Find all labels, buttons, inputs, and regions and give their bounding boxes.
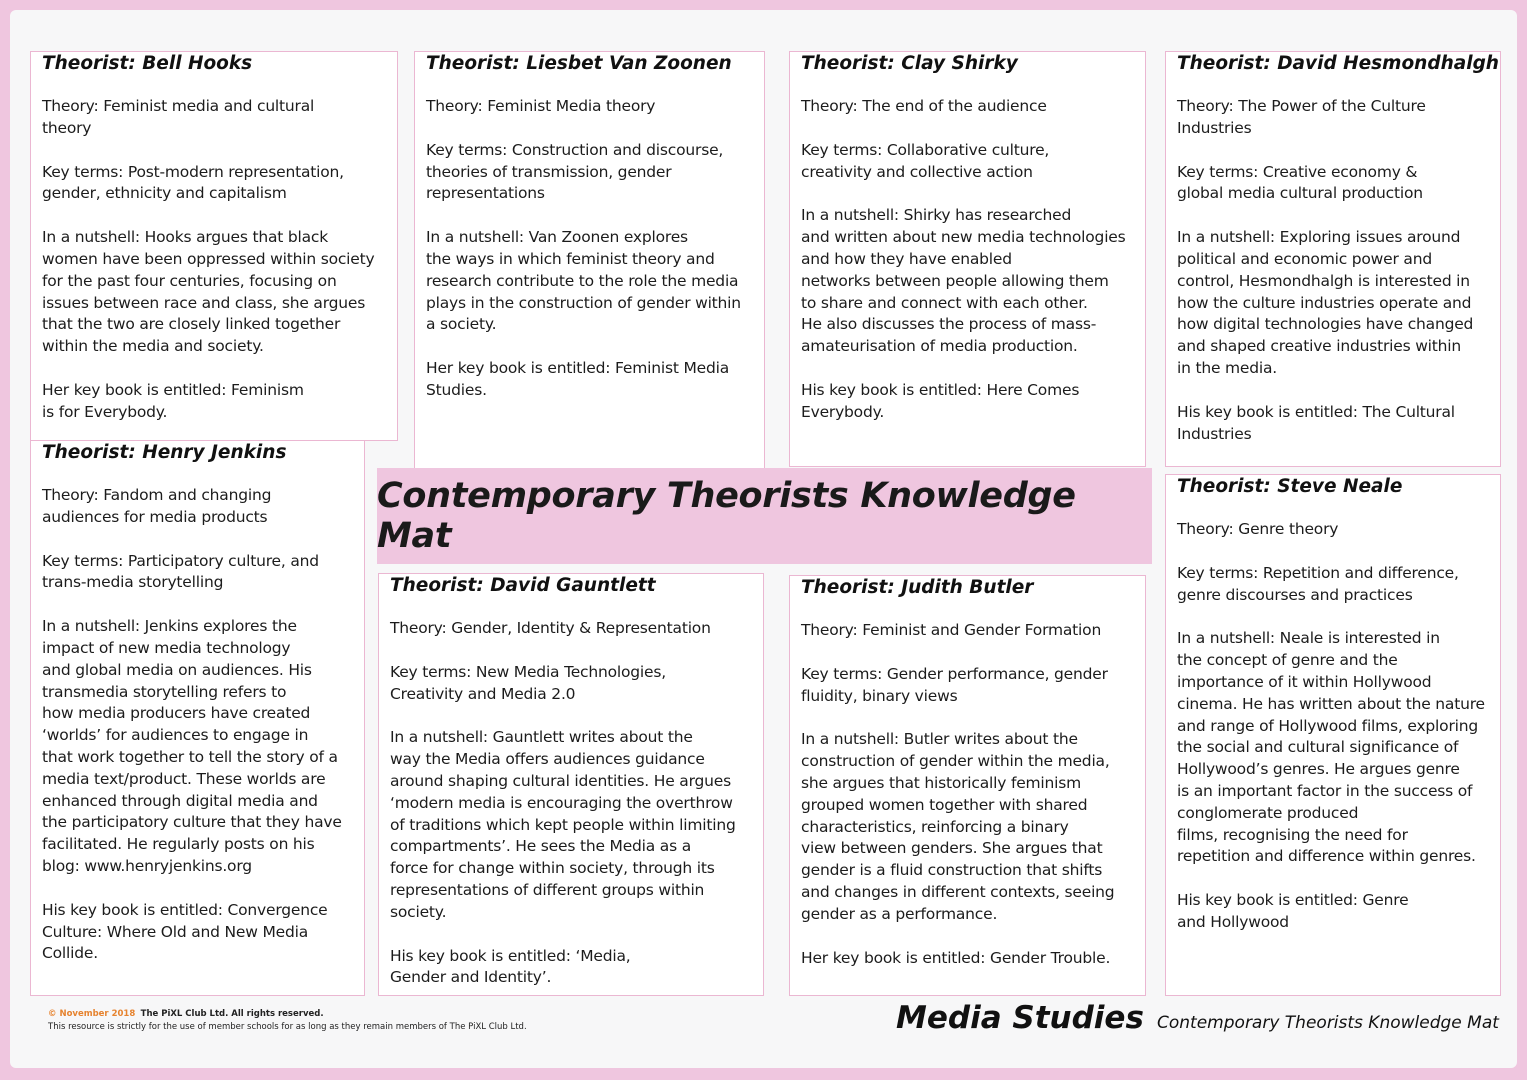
card-clay-shirky (789, 51, 1146, 467)
card-book: His key book is entitled: ‘Media, Gender and Identity’. (390, 946, 631, 987)
subject-label: Media Studies (896, 1000, 1144, 1036)
card-theory: Theory: The end of the audience (801, 97, 1047, 115)
card-book: His key book is entitled: Genre and Hollywood (1177, 891, 1409, 931)
usage-notice: This resource is strictly for the use of member schools for as long as they remain members of The PiXL Club Ltd. (48, 1022, 527, 1032)
card-nutshell: In a nutshell: Butler writes about the construction of gender within the media, she argues that historically feminism grouped women together with shared characteristics, reinforcing a binary view between genders. She argues that gender is a fluid construction that shifts and changes in different contexts, seeing gender as a performance. (801, 730, 1115, 923)
card-theory: Theory: The Power of the Culture Industries (1177, 97, 1426, 137)
card-nutshell: In a nutshell: Exploring issues around political and economic power and control, Hesmondhalgh is interested in how the culture industries operate and how digital technologies have changed and shaped creative industries within in the media. (1177, 228, 1474, 377)
card-key-terms: Key terms: Participatory culture, and trans-media storytelling (42, 551, 319, 592)
knowledge-mat (10, 10, 1517, 1068)
card-key-terms: Key terms: Collaborative culture, creativity and collective action (801, 140, 1050, 181)
card-heading: Theorist: Clay Shirky (801, 53, 1018, 74)
card-book: His key book is entitled: Convergence Culture: Where Old and New Media Collide. (42, 900, 328, 963)
footer-subtitle: Contemporary Theorists Knowledge Mat (1157, 1013, 1499, 1033)
card-nutshell: In a nutshell: Neale is interested in the concept of genre and the importance of it within Hollywood cinema. He has written about the nature and range of Hollywood films, exploring the social and cultural significance of Hollywood’s genres. He argues genre is an important factor in the success of conglomerate produced films, recognising the need for repetition and difference within genres. (1177, 629, 1485, 866)
card-bell-hooks (30, 51, 398, 441)
card-heading: Theorist: David Gauntlett (390, 575, 656, 596)
card-nutshell: In a nutshell: Gauntlett writes about the way the Media offers audiences guidance around shaping cultural identities. He argues ‘modern media is encouraging the overthrow of traditions which kept people within limiting compartments’. He sees the Media as a force for change within society, through its representations of different groups within society. (390, 728, 736, 921)
card-henry-jenkins (30, 440, 365, 996)
card-liesbet-van-zoonen (414, 51, 765, 469)
card-heading: Theorist: David Hesmondhalgh (1177, 53, 1499, 74)
card-key-terms: Key terms: Construction and discourse, theories of transmission, gender representations (426, 140, 724, 203)
card-book: His key book is entitled: The Cultural Industries (1177, 402, 1455, 443)
card-book: Her key book is entitled: Feminist Media Studies. (426, 359, 729, 399)
card-theory: Theory: Genre theory (1177, 520, 1339, 538)
footer-title (896, 1000, 1499, 1036)
card-key-terms: Key terms: Post-modern representation, gender, ethnicity and capitalism (42, 162, 344, 203)
card-heading: Theorist: Judith Butler (801, 577, 1034, 598)
card-nutshell: In a nutshell: Jenkins explores the impact of new media technology and global media on audiences. His transmedia storytelling refers to how media producers have created ‘worlds’ for audiences to engage in that work together to tell the story of a media text/product. These worlds are enhanced through digital media and the participatory culture that they have facilitated. He regularly posts on his blog: www.henryjenkins.org (42, 617, 342, 875)
copyright-notice (48, 1008, 527, 1034)
card-theory: Theory: Feminist Media theory (426, 97, 656, 115)
copyright-date: © November 2018 (48, 1009, 136, 1019)
card-key-terms: Key terms: Gender performance, gender fluidity, binary views (801, 664, 1108, 705)
card-heading: Theorist: Liesbet Van Zoonen (426, 53, 732, 74)
card-heading: Theorist: Steve Neale (1177, 476, 1403, 497)
card-book: His key book is entitled: Here Comes Everybody. (801, 380, 1080, 421)
card-nutshell: In a nutshell: Hooks argues that black women have been oppressed within society for the past four centuries, focusing on issues between race and class, she argues that the two are closely linked together within the media and society. (42, 228, 375, 356)
card-judith-butler (789, 575, 1146, 996)
card-book: Her key book is entitled: Feminism is for Everybody. (42, 380, 304, 421)
card-theory: Theory: Fandom and changing audiences for media products (42, 486, 272, 526)
copyright-owner: The PiXL Club Ltd. All rights reserved. (140, 1009, 324, 1019)
title-banner (377, 468, 1152, 564)
card-theory: Theory: Feminist and Gender Formation (801, 621, 1102, 639)
card-heading: Theorist: Bell Hooks (42, 53, 253, 74)
page-title: Contemporary Theorists Knowledge Mat (377, 476, 1076, 556)
card-nutshell: In a nutshell: Shirky has researched and written about new media technologies and how they have enabled networks between people allowing them to share and connect with each other. He also discusses the process of mass- amateurisation of media production. (801, 206, 1126, 356)
card-heading: Theorist: Henry Jenkins (42, 442, 287, 463)
card-david-hesmondhalgh (1165, 51, 1501, 467)
card-key-terms: Key terms: Creative economy & global media cultural production (1177, 162, 1423, 203)
card-theory: Theory: Gender, Identity & Representation (390, 619, 711, 637)
card-david-gauntlett (378, 573, 764, 996)
card-book: Her key book is entitled: Gender Trouble. (801, 948, 1111, 967)
card-theory: Theory: Feminist media and cultural theory (42, 97, 315, 137)
card-key-terms: Key terms: New Media Technologies, Creativity and Media 2.0 (390, 662, 666, 703)
card-nutshell: In a nutshell: Van Zoonen explores the ways in which feminist theory and research contribute to the role the media plays in the construction of gender within a society. (426, 228, 741, 334)
card-steve-neale (1165, 474, 1501, 996)
card-key-terms: Key terms: Repetition and difference, genre discourses and practices (1177, 563, 1459, 604)
